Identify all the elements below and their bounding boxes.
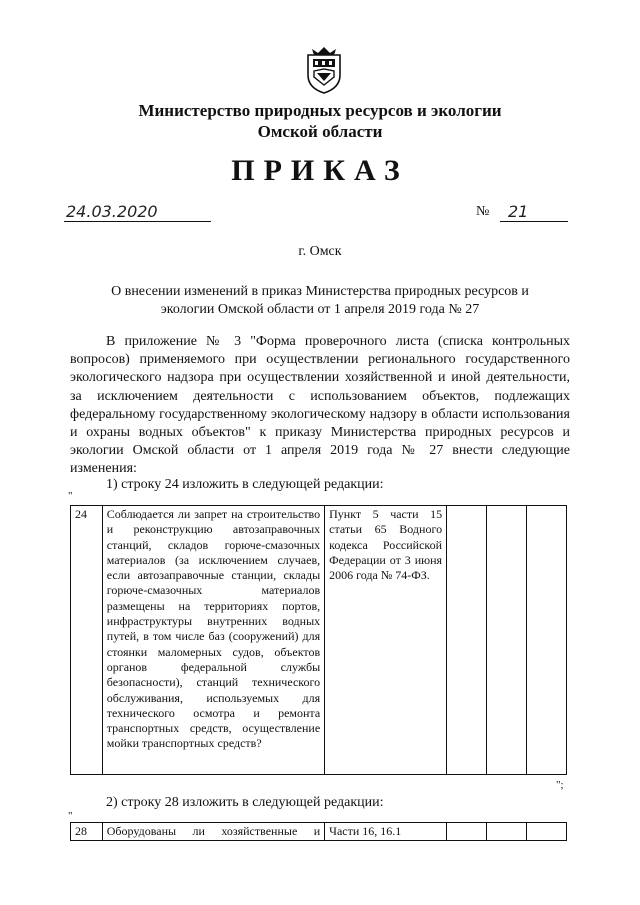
row-number: 28 bbox=[71, 823, 103, 841]
row-number: 24 bbox=[71, 506, 103, 775]
subject-line2: экологии Омской области от 1 апреля 2019 года № 27 bbox=[160, 302, 480, 317]
empty-cell bbox=[526, 823, 566, 841]
document-date: 24.03.2020 bbox=[64, 202, 211, 222]
empty-cell bbox=[526, 506, 566, 775]
document-title: ПРИКАЗ bbox=[231, 154, 409, 187]
body-paragraph bbox=[70, 333, 570, 479]
empty-cell bbox=[487, 506, 527, 775]
subject-line1: О внесении изменений в приказ Министерства природных ресурсов и bbox=[111, 284, 529, 299]
coat-of-arms-icon bbox=[304, 45, 344, 95]
question-cell: Оборудованы ли хозяйственные и bbox=[102, 823, 324, 841]
open-quote-2: " bbox=[68, 810, 73, 822]
item-2: 2) строку 28 изложить в следующей редакции: bbox=[106, 795, 384, 810]
body-paragraph-text: В приложение № 3 "Форма проверочного листа (списка контрольных вопросов) применяемого при осуществлении регионального государственного экологического надзора при осуществлении хозяйственной и иной деятельности, за исключением деятельности с использованием объектов, подлежащих федеральному государственному экологическому надзору в области использования и охраны водных объектов" к приказу Министерства природных ресурсов и экологии Омской области от 1 апреля 2019 года № 27 внести следующие изменения: bbox=[70, 334, 570, 477]
org-name-line1: Министерство природных ресурсов и экологии bbox=[138, 101, 502, 120]
document-subject bbox=[80, 283, 560, 319]
empty-cell bbox=[487, 823, 527, 841]
empty-cell bbox=[447, 823, 487, 841]
open-quote-1: " bbox=[68, 490, 73, 502]
close-quote-1: "; bbox=[556, 779, 564, 791]
table-row-24 bbox=[70, 505, 567, 775]
reference-cell: Части 16, 16.1 bbox=[325, 823, 447, 841]
number-label: № bbox=[476, 204, 490, 219]
reference-cell: Пункт 5 части 15 статьи 65 Водного кодекса Российской Федерации от 3 июня 2006 года № 74-ФЗ. bbox=[325, 506, 447, 775]
table-row-28 bbox=[70, 822, 567, 841]
org-name-line2: Омской области bbox=[257, 122, 383, 141]
item-1: 1) строку 24 изложить в следующей редакции: bbox=[106, 477, 384, 492]
city: г. Омск bbox=[298, 244, 342, 259]
document-number: 21 bbox=[500, 202, 568, 222]
empty-cell bbox=[447, 506, 487, 775]
question-cell: Соблюдается ли запрет на строительство и реконструкцию автозаправочных станций, складов горюче-смазочных материалов (за исключением случаев, если автозаправочные станции, склады горюче-смазочных материалов размещены на территориях портов, инфраструктуры внутренних водных путей, в том числе баз (сооружений) для стоянки маломерных судов, объектов органов федеральной службы безопасности), станций технического обслуживания, используемых для технического осмотра и ремонта транспортных средств, осуществление мойки транспортных средств? bbox=[102, 506, 324, 775]
